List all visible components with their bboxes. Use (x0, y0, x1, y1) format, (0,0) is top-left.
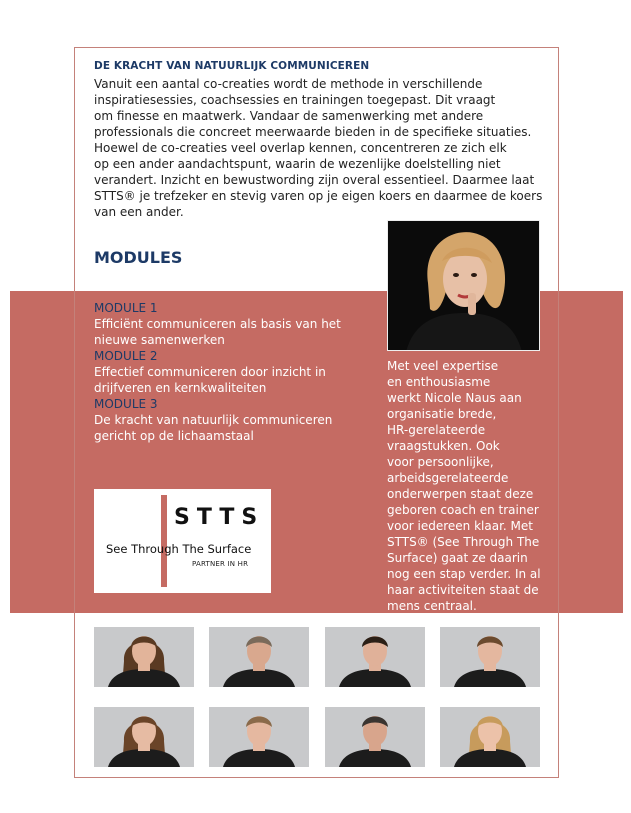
bio-line: voor persoonlijke, (387, 455, 494, 469)
photo-woman-long-hair (94, 627, 194, 687)
bio-text (387, 358, 552, 614)
bio-line: Surface) gaat ze daarin (387, 551, 528, 565)
module-item (94, 348, 354, 396)
module-title: MODULE 1 (94, 301, 158, 315)
module-desc-line: De kracht van natuurlijk communiceren (94, 413, 333, 427)
bio-line: werkt Nicole Naus aan (387, 391, 522, 405)
intro-line: Hoewel de co-creaties veel overlap kennen, concentreren ze zich elk (94, 141, 507, 155)
module-title: MODULE 3 (94, 397, 158, 411)
bio-line: mens centraal. (387, 599, 477, 613)
intro-line: om finesse en maatwerk. Vandaar de samenwerking met andere (94, 109, 484, 123)
bio-line: haar activiteiten staat de (387, 583, 539, 597)
intro-text (94, 76, 544, 220)
bio-line: en enthousiasme (387, 375, 491, 389)
modules-list (94, 300, 354, 444)
photo-young-man-dark-hair (325, 627, 425, 687)
photo-boy-short-hair (209, 707, 309, 767)
bio-line: voor iedereen klaar. Met (387, 519, 533, 533)
stts-logo (94, 489, 271, 593)
photo-young-woman-brown-hair (94, 707, 194, 767)
logo-accent-bar (161, 495, 167, 587)
bio-line: arbeidsgerelateerde (387, 471, 509, 485)
intro-line: professionals die concreet meerwaarde bieden in de specifieke situaties. (94, 125, 532, 139)
photo-man-glasses (325, 707, 425, 767)
bio-line: vraagstukken. Ook (387, 439, 500, 453)
module-item (94, 396, 354, 444)
bio-line: organisatie brede, (387, 407, 497, 421)
photo-woman-tied-hair (440, 627, 540, 687)
intro-line: op een ander aandachtspunt, waarin de wezenlijke doelstelling niet (94, 157, 501, 171)
photo-man-short-hair (209, 627, 309, 687)
module-description (94, 364, 354, 396)
portrait-photo (387, 220, 540, 351)
module-desc-line: Efficiënt communiceren als basis van het (94, 317, 341, 331)
intro-line: van een ander. (94, 205, 184, 219)
photo-girl-blonde-hair (440, 707, 540, 767)
bio-line: Met veel expertise (387, 359, 499, 373)
module-title: MODULE 2 (94, 349, 158, 363)
module-item (94, 300, 354, 348)
bio-line: nog een stap verder. In al (387, 567, 541, 581)
portrait-illustration (388, 221, 540, 351)
modules-heading: MODULES (94, 248, 183, 267)
intro-line: verandert. Inzicht en bewustwording zijn overal essentieel. Daarmee laat (94, 173, 535, 187)
logo-partner: PARTNER IN HR (192, 560, 249, 568)
bio-line: onderwerpen staat deze (387, 487, 534, 501)
intro-line: Vanuit een aantal co-creaties wordt de methode in verschillende (94, 77, 483, 91)
bio-line: HR-gerelateerde (387, 423, 486, 437)
module-desc-line: gericht op de lichaamstaal (94, 429, 254, 443)
module-desc-line: nieuwe samenwerken (94, 333, 225, 347)
module-description (94, 412, 354, 444)
module-desc-line: drijfveren en kernkwaliteiten (94, 381, 267, 395)
intro-line: inspiratiesessies, coachsessies en trainingen toegepast. Dit vraagt (94, 93, 496, 107)
logo-tagline: See Through The Surface (106, 542, 252, 556)
module-description (94, 316, 354, 348)
bio-line: geboren coach en trainer (387, 503, 539, 517)
logo-brand: STTS (174, 505, 265, 530)
bio-line: STTS® (See Through The (387, 535, 540, 549)
intro-title: DE KRACHT VAN NATUURLIJK COMMUNICEREN (94, 60, 370, 72)
module-desc-line: Effectief communiceren door inzicht in (94, 365, 326, 379)
intro-line: STTS® je trefzeker en stevig varen op je eigen koers en daarmee de koers (94, 189, 543, 203)
